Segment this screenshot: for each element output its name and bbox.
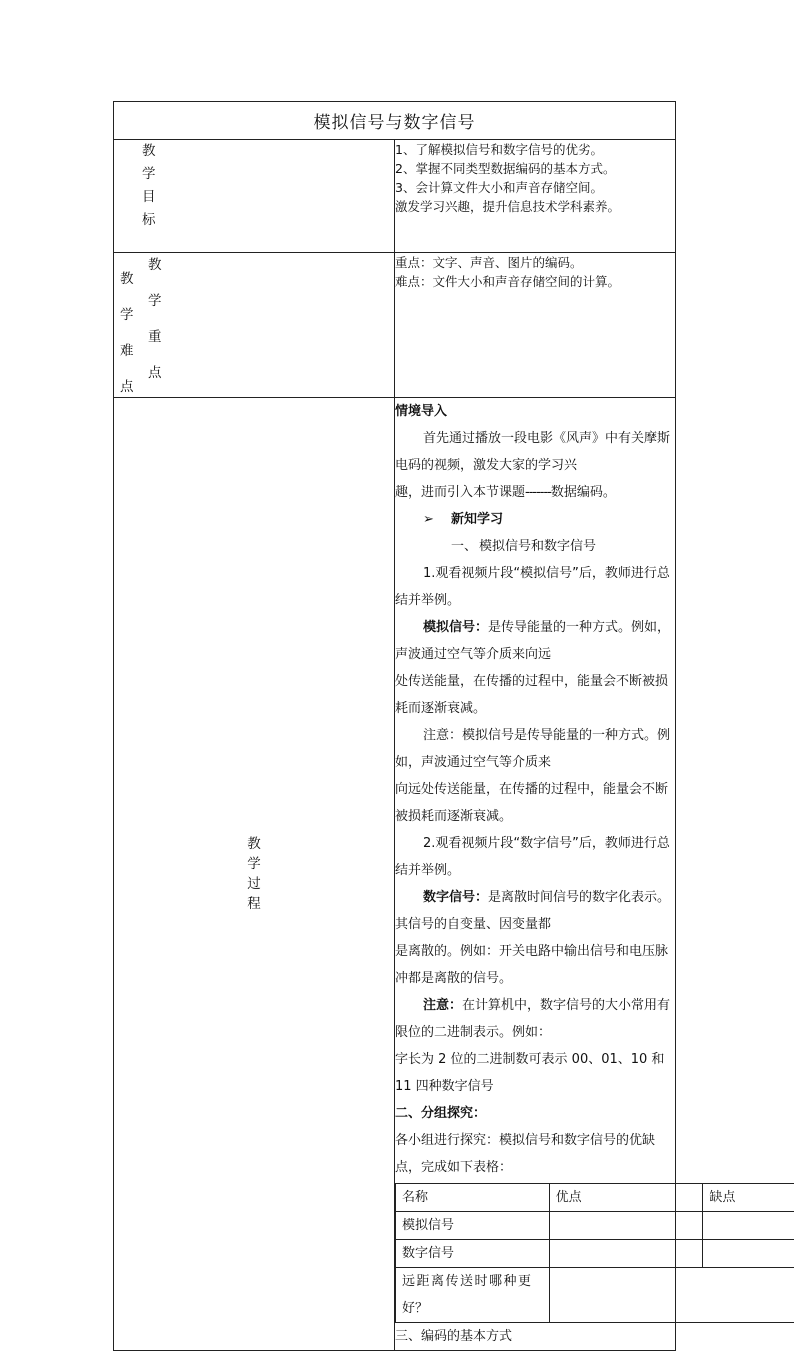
table-cell: 数字信号 [396,1240,550,1268]
page-title: 模拟信号与数字信号 [114,102,676,140]
video2-text: 2.观看视频片段“数字信号”后，教师进行总结并举例。 [395,830,675,884]
difficulty-content [395,253,676,398]
section2-heading: 二、分组探究： [395,1100,675,1127]
group-task: 各小组进行探究：模拟信号和数字信号的优缺点，完成如下表格： [395,1127,675,1181]
table-row [396,1240,794,1268]
video1-text: 1.观看视频片段“模拟信号”后，教师进行总结并举例。 [395,560,675,614]
new-learning-heading: ➢ 新知学习 [395,506,675,533]
goals-label: 教 学 目 标 [114,140,395,253]
note1-cont: 向远处传送能量，在传播的过程中，能量会不断被损耗而逐渐衰减。 [395,776,675,830]
goal-item: 1、了解模拟信号和数字信号的优劣。 [395,140,675,159]
table-header-cell: 缺点 [703,1184,794,1212]
process-content [395,398,676,1351]
intro-text-cont: 趣，进而引入本节课题-------数据编码。 [395,479,675,506]
table-header-cell: 优点 [549,1184,703,1212]
difficulty-label: 教 学 难 点 教 学 重 点 [114,253,395,398]
hard-point: 难点：文件大小和声音存储空间的计算。 [395,272,675,291]
table-header-row [396,1184,794,1212]
table-cell [549,1212,703,1240]
intro-heading: 情境导入 [395,398,675,425]
goals-row [114,140,676,253]
table-cell [549,1268,794,1323]
note1: 注意：模拟信号是传导能量的一种方式。例如，声波通过空气等介质来 [395,722,675,776]
table-row [396,1212,794,1240]
arrow-bullet-icon: ➢ [423,506,451,533]
note2: 注意：在计算机中，数字信号的大小常用有限位的二进制表示。例如： [395,992,675,1046]
intro-text: 首先通过播放一段电影《风声》中有关摩斯电码的视频，激发大家的学习兴 [395,425,675,479]
table-cell: 远距离传送时哪种更 好？ [396,1268,550,1323]
key-point: 重点：文字、声音、图片的编码。 [395,253,675,272]
note2-cont: 字长为 2 位的二进制数可表示 00、01、10 和 11 四种数字信号 [395,1046,675,1100]
difficulty-row [114,253,676,398]
analog-definition: 模拟信号：是传导能量的一种方式。例如，声波通过空气等介质来向远 [395,614,675,668]
goals-content [395,140,676,253]
goal-item: 3、会计算文件大小和声音存储空间。 [395,178,675,197]
goal-item: 激发学习兴趣，提升信息技术学科素养。 [395,197,675,216]
table-cell [549,1240,703,1268]
process-label: 教 学 过 程 [114,398,395,1351]
lesson-plan-table [113,101,676,1351]
table-row [396,1268,794,1323]
section3-heading: 三、编码的基本方式 [395,1323,675,1350]
section1-heading: 一、 模拟信号和数字信号 [395,533,675,560]
analog-definition-cont: 处传送能量，在传播的过程中，能量会不断被损耗而逐渐衰减。 [395,668,675,722]
goal-item: 2、掌握不同类型数据编码的基本方式。 [395,159,675,178]
table-header-cell: 名称 [396,1184,550,1212]
table-cell [703,1212,794,1240]
digital-definition: 数字信号：是离散时间信号的数字化表示。其信号的自变量、因变量都 [395,884,675,938]
table-cell: 模拟信号 [396,1212,550,1240]
comparison-table [395,1183,794,1323]
digital-definition-cont: 是离散的。例如：开关电路中输出信号和电压脉冲都是离散的信号。 [395,938,675,992]
table-cell [703,1240,794,1268]
process-row [114,398,676,1351]
